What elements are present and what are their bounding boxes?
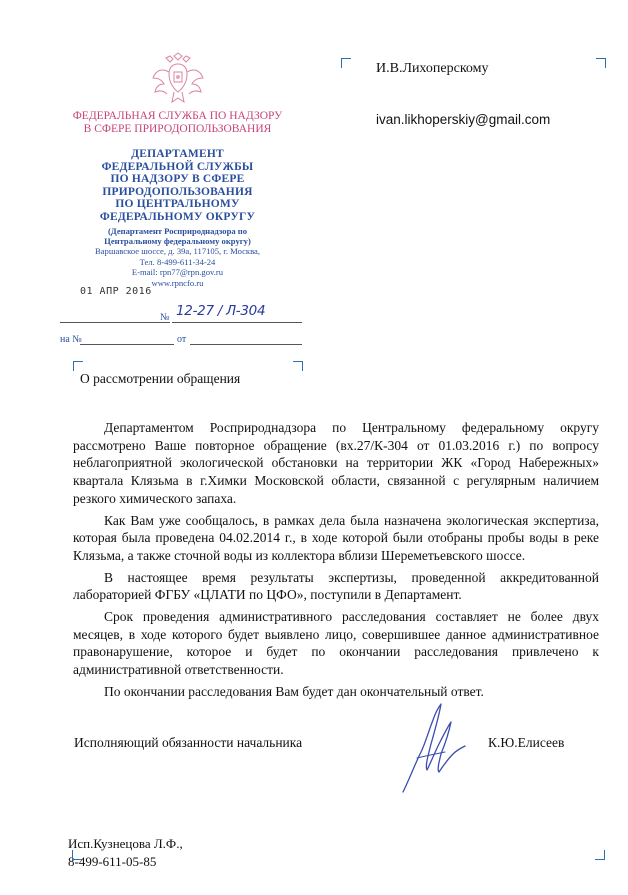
date-line <box>60 322 170 323</box>
reply-to-number-line <box>80 344 174 345</box>
department-short-name: Центральному федеральному округу) <box>104 236 251 246</box>
department-email: E-mail: rpn77@rpn.gov.ru <box>131 267 224 277</box>
letter-subject: О рассмотрении обращения <box>80 371 241 386</box>
department-address: Варшавское шоссе, д. 39а, 117105, г. Москва, <box>95 246 260 256</box>
registration-prefix: № <box>160 312 170 323</box>
department-phone: Тел. 8-499-611-34-24 <box>139 256 216 267</box>
address-corner-mark <box>341 58 351 68</box>
signatory-title: Исполняющий обязанности начальника <box>74 735 303 750</box>
body-paragraph: Департаментом Росприроднадзора по Центральному федеральному округу рассмотрено Ваше повторное обращение (вх.27/К-304 от 01.03.2016 г.) по вопросу неблагоприятной экологической обстановки на территории ЖК «Город Набережных» квартала Клязьма в г.Химки Московской области, связанной с регулярным наличием резкого химического запаха. <box>73 420 599 506</box>
reply-to-date-line <box>190 344 302 345</box>
reply-to-date-label: от <box>177 334 187 345</box>
letter-body <box>73 419 599 705</box>
executor-block <box>68 835 183 870</box>
executor-name: Исп.Кузнецова Л.Ф., <box>68 836 183 851</box>
subject-corner-mark <box>73 361 83 371</box>
executor-corner-mark <box>72 850 82 860</box>
registration-number: 12-27 / Л-304 <box>176 303 266 319</box>
double-headed-eagle-emblem <box>150 52 206 108</box>
agency-name-line: В СФЕРЕ ПРИРОДОПОЛЬЗОВАНИЯ <box>83 123 272 135</box>
agency-name-line: ФЕДЕРАЛЬНАЯ СЛУЖБА ПО НАДЗОРУ <box>72 110 283 122</box>
department-title-line: ФЕДЕРАЛЬНОЙ СЛУЖБЫ <box>101 160 254 173</box>
department-title-line: ПО НАДЗОРУ В СФЕРЕ <box>110 173 245 185</box>
body-paragraph: По окончании расследования Вам будет дан окончательный ответ. <box>104 683 484 699</box>
agency-name <box>60 110 295 136</box>
department-block <box>60 148 295 288</box>
subject-corner-mark <box>293 361 303 371</box>
department-website: www.rpncfo.ru <box>151 277 204 288</box>
body-paragraph: В настоящее время результаты экспертизы, проведенной аккредитованной лабораторией ФГБУ «ЦЛАТИ по ЦФО», поступили в Департамент. <box>73 569 599 603</box>
department-short-name: (Департамент Росприроднадзора по <box>107 226 248 236</box>
recipient-email: ivan.likhoperskiy@gmail.com <box>376 112 551 127</box>
address-corner-mark <box>596 58 606 68</box>
reply-to-number-label: на № <box>60 334 82 345</box>
page-corner-mark <box>595 850 605 860</box>
date-stamp: 01 АПР 2016 <box>80 286 152 297</box>
department-title-line: ФЕДЕРАЛЬНОМУ ОКРУГУ <box>99 210 256 223</box>
body-paragraph: Срок проведения административного расследования составляет не более двух месяцев, в ходе которого будет выявлено лицо, совершившее данное административное правонарушение, которое и будет по окончании расследования привлечено к административной ответственности. <box>73 609 599 678</box>
signatory-name: К.Ю.Елисеев <box>488 735 565 750</box>
recipient-name: И.В.Лихоперскому <box>376 61 489 76</box>
number-line <box>172 322 302 323</box>
department-title-line: ДЕПАРТАМЕНТ <box>131 148 224 160</box>
department-title-line: ПО ЦЕНТРАЛЬНОМУ <box>115 198 240 210</box>
handwritten-signature <box>395 700 475 795</box>
department-title-line: ПРИРОДОПОЛЬЗОВАНИЯ <box>102 185 253 198</box>
executor-phone: 8-499-611-05-85 <box>68 853 157 869</box>
body-paragraph: Как Вам уже сообщалось, в рамках дела была назначена экологическая экспертиза, которая была проведена 04.02.2014 г., в ходе которой были отобраны пробы воды в реке Клязьма, а также сточной воды из коллектора вблизи Шереметьевского шоссе. <box>73 512 599 563</box>
